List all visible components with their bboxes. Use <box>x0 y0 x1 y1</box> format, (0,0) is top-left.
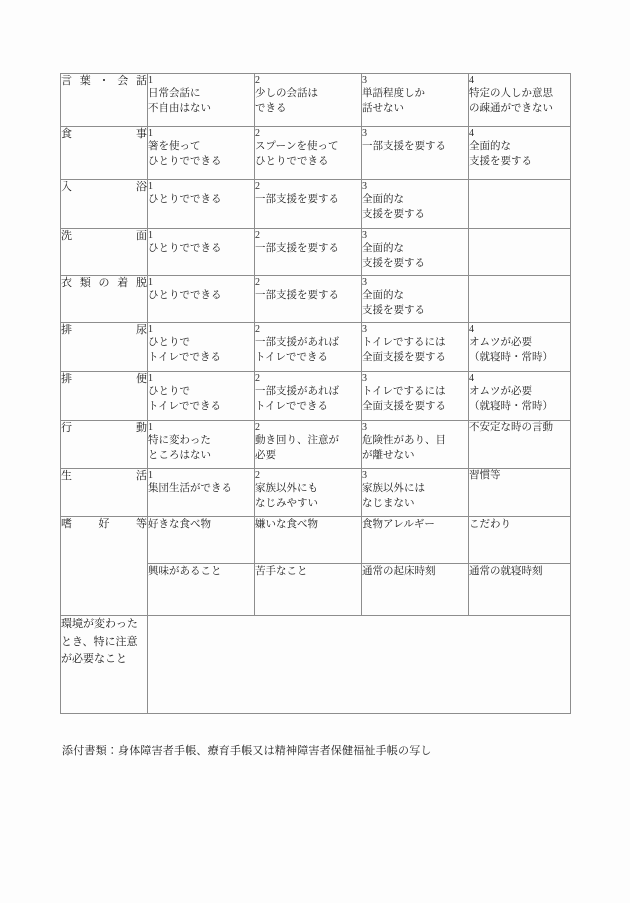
option-text-line: （就寝時・常時） <box>469 351 553 363</box>
option-text-line: 単語程度しか <box>362 88 425 99</box>
option-number: 3 <box>362 422 367 433</box>
row-label-cell-preference <box>61 517 148 616</box>
option-cell[interactable] <box>255 323 362 372</box>
option-number: 1 <box>148 373 153 384</box>
preference-cell[interactable] <box>362 564 469 616</box>
option-number: 4 <box>469 128 474 139</box>
option-text-line: 全面的な <box>362 290 404 301</box>
option-text-line: トイレでできる <box>255 400 328 412</box>
option-text-line: 全面支援を要する <box>362 351 446 363</box>
option-cell[interactable] <box>362 372 469 421</box>
option-number: 2 <box>255 470 260 481</box>
option-text-line: 集団生活ができる <box>148 483 232 494</box>
option-text-line: 一部支援を要する <box>255 243 339 254</box>
option-number: 3 <box>362 324 367 335</box>
option-text-line: 支援を要する <box>362 257 425 269</box>
option-cell[interactable] <box>148 421 255 469</box>
option-text-line: トイレでできる <box>148 351 221 363</box>
row-label-cell <box>61 421 148 469</box>
preference-label: 好きな食べ物 <box>148 519 211 530</box>
option-cell[interactable] <box>148 74 255 127</box>
option-number: 1 <box>148 324 153 335</box>
table-row <box>61 74 571 127</box>
option-number: 3 <box>362 181 367 192</box>
row-label-cell <box>61 323 148 372</box>
preference-label: 通常の起床時刻 <box>362 566 436 577</box>
option-text-line: 一部支援を要する <box>255 194 339 205</box>
option-text-line: 一部支援を要する <box>255 290 339 301</box>
option-text-line: 不安定な時の言動 <box>469 422 553 433</box>
option-number: 3 <box>362 373 367 384</box>
option-text-line: ところはない <box>148 449 211 461</box>
row-label-cell <box>61 74 148 127</box>
option-text-line: の疎通ができない <box>469 102 553 114</box>
option-text-line: 家族以外には <box>362 483 425 494</box>
preference-label: 苦手なこと <box>255 566 308 577</box>
row-label-cell <box>61 469 148 517</box>
row-label-cell <box>61 229 148 276</box>
option-text-line: 必要 <box>255 449 276 461</box>
option-number: 2 <box>255 324 260 335</box>
table-row <box>61 372 571 421</box>
option-text-line: ひとりで <box>148 386 190 397</box>
attachment-note: 添付書類：身体障害者手帳、療育手帳又は精神障害者保健福祉手帳の写し <box>62 745 432 757</box>
row-label: 行動 <box>61 422 147 434</box>
option-number: 3 <box>362 470 367 481</box>
option-number: 2 <box>255 230 260 241</box>
option-text-line: 日常会話に <box>148 88 201 99</box>
option-number: 2 <box>255 181 260 192</box>
row-label: 排尿 <box>61 324 147 336</box>
preference-cell[interactable] <box>148 564 255 616</box>
option-cell[interactable] <box>255 421 362 469</box>
option-text-line: トイレでできる <box>148 400 221 412</box>
table-row <box>61 323 571 372</box>
preference-cell[interactable] <box>469 517 571 564</box>
option-text-line: なじみやすい <box>255 497 318 509</box>
option-cell[interactable] <box>255 127 362 180</box>
option-text-line: 支援を要する <box>362 304 425 316</box>
table-row <box>61 469 571 517</box>
option-text-line: 箸を使って <box>148 141 201 152</box>
row-label: 生活 <box>61 470 147 482</box>
table-row <box>61 229 571 276</box>
option-cell[interactable] <box>255 74 362 127</box>
row-label: 洗面 <box>61 230 147 242</box>
note-entry-area[interactable] <box>148 616 571 714</box>
option-cell[interactable] <box>255 276 362 323</box>
option-text-line: 支援を要する <box>362 208 425 220</box>
option-text-line: トイレでできる <box>255 351 328 363</box>
option-cell[interactable] <box>362 421 469 469</box>
option-number: 4 <box>469 373 474 384</box>
option-text-line: なじまない <box>362 497 415 509</box>
option-text-line: 危険性があり、目 <box>362 435 446 446</box>
option-cell[interactable] <box>469 180 571 229</box>
option-cell[interactable] <box>469 421 571 469</box>
preference-label: 嫌いな食べ物 <box>255 519 318 530</box>
option-number: 2 <box>255 75 260 86</box>
option-number: 2 <box>255 422 260 433</box>
option-cell[interactable] <box>469 127 571 180</box>
option-number: 3 <box>362 277 367 288</box>
option-number: 3 <box>362 75 367 86</box>
option-text-line: ひとりでできる <box>148 243 222 254</box>
table-row <box>61 616 571 714</box>
option-number: 2 <box>255 128 260 139</box>
option-cell[interactable] <box>469 323 571 372</box>
option-text-line: ひとりでできる <box>148 290 222 301</box>
option-cell[interactable] <box>255 469 362 517</box>
row-label-cell <box>61 276 148 323</box>
option-cell[interactable] <box>255 372 362 421</box>
preference-cell[interactable] <box>255 517 362 564</box>
option-cell[interactable] <box>362 180 469 229</box>
option-number: 1 <box>148 128 153 139</box>
option-cell[interactable] <box>362 127 469 180</box>
option-cell[interactable] <box>362 323 469 372</box>
row-label: 食事 <box>61 128 147 140</box>
row-label: 排便 <box>61 373 147 385</box>
option-number: 1 <box>148 230 153 241</box>
option-text-line: 支援を要する <box>469 155 532 167</box>
option-number: 2 <box>255 373 260 384</box>
row-label: 嗜好等 <box>61 518 147 530</box>
option-cell[interactable] <box>148 469 255 517</box>
row-label-cell-note <box>61 616 148 714</box>
option-number: 1 <box>148 422 153 433</box>
option-text-line: 全面的な <box>469 141 511 152</box>
table-row <box>61 517 571 564</box>
preference-label: 興味があること <box>148 566 222 577</box>
option-text-line: 全面的な <box>362 194 404 205</box>
option-cell[interactable] <box>148 276 255 323</box>
option-text-line: ひとりでできる <box>148 155 222 167</box>
row-label: 言葉・会話 <box>61 75 147 87</box>
option-cell[interactable] <box>362 74 469 127</box>
table-row <box>61 276 571 323</box>
option-text-line: トイレでするには <box>362 337 446 348</box>
option-text-line: ひとりでできる <box>255 155 329 167</box>
row-label-cell <box>61 180 148 229</box>
preference-cell[interactable] <box>362 517 469 564</box>
option-text-line: 話せない <box>362 102 404 114</box>
table-row <box>61 180 571 229</box>
row-label: 衣類の着脱 <box>61 277 147 289</box>
option-cell[interactable] <box>148 323 255 372</box>
option-text-line: ひとりでできる <box>148 194 222 205</box>
option-cell[interactable] <box>255 180 362 229</box>
option-number: 1 <box>148 75 153 86</box>
option-cell[interactable] <box>469 276 571 323</box>
row-label-cell <box>61 127 148 180</box>
preference-label: 食物アレルギー <box>362 519 435 530</box>
option-text-line: 習慣等 <box>469 470 501 481</box>
assessment-table <box>60 73 571 714</box>
preference-cell[interactable] <box>148 517 255 564</box>
option-number: 4 <box>469 324 474 335</box>
option-text-line: オムツが必要 <box>469 337 532 348</box>
table-row <box>61 127 571 180</box>
option-text-line: 特に変わった <box>148 435 211 446</box>
option-cell[interactable] <box>362 469 469 517</box>
option-text-line: オムツが必要 <box>469 386 532 397</box>
option-cell[interactable] <box>469 229 571 276</box>
option-cell[interactable] <box>148 372 255 421</box>
option-text-line: 一部支援があれば <box>255 337 339 348</box>
option-number: 1 <box>148 277 153 288</box>
preference-label: 通常の就寝時刻 <box>469 566 543 577</box>
option-number: 2 <box>255 277 260 288</box>
row-label: 入浴 <box>61 181 147 193</box>
option-text-line: 不自由はない <box>148 102 211 114</box>
option-text-line: 特定の人しか意思 <box>469 88 553 99</box>
preference-label: こだわり <box>469 519 511 530</box>
preference-cell[interactable] <box>255 564 362 616</box>
option-cell[interactable] <box>148 180 255 229</box>
option-number: 1 <box>148 470 153 481</box>
option-text-line: 家族以外にも <box>255 483 318 494</box>
option-cell[interactable] <box>148 229 255 276</box>
option-text-line: 全面支援を要する <box>362 400 446 412</box>
preference-cell[interactable] <box>469 564 571 616</box>
assessment-table-body <box>61 74 571 714</box>
option-number: 1 <box>148 181 153 192</box>
option-number: 3 <box>362 230 367 241</box>
row-label-cell <box>61 372 148 421</box>
option-cell[interactable] <box>469 74 571 127</box>
option-text-line: 一部支援があれば <box>255 386 339 397</box>
option-cell[interactable] <box>362 276 469 323</box>
option-text-line: 一部支援を要する <box>362 141 446 152</box>
option-text-line: トイレでするには <box>362 386 446 397</box>
option-text-line: （就寝時・常時） <box>469 400 553 412</box>
option-number: 4 <box>469 75 474 86</box>
option-cell[interactable] <box>469 469 571 517</box>
option-text-line: が離せない <box>362 449 415 461</box>
option-text-line: スプーンを使って <box>255 141 339 152</box>
option-cell[interactable] <box>362 229 469 276</box>
option-text-line: できる <box>255 102 287 114</box>
option-cell[interactable] <box>148 127 255 180</box>
option-text-line: 動き回り、注意が <box>255 435 339 446</box>
option-text-line: 全面的な <box>362 243 404 254</box>
table-row <box>61 421 571 469</box>
row-label: 環境が変わったとき、特に注意が必要なこと <box>61 618 138 666</box>
option-cell[interactable] <box>255 229 362 276</box>
option-cell[interactable] <box>469 372 571 421</box>
option-number: 3 <box>362 128 367 139</box>
option-text-line: ひとりで <box>148 337 190 348</box>
option-text-line: 少しの会話は <box>255 88 318 99</box>
